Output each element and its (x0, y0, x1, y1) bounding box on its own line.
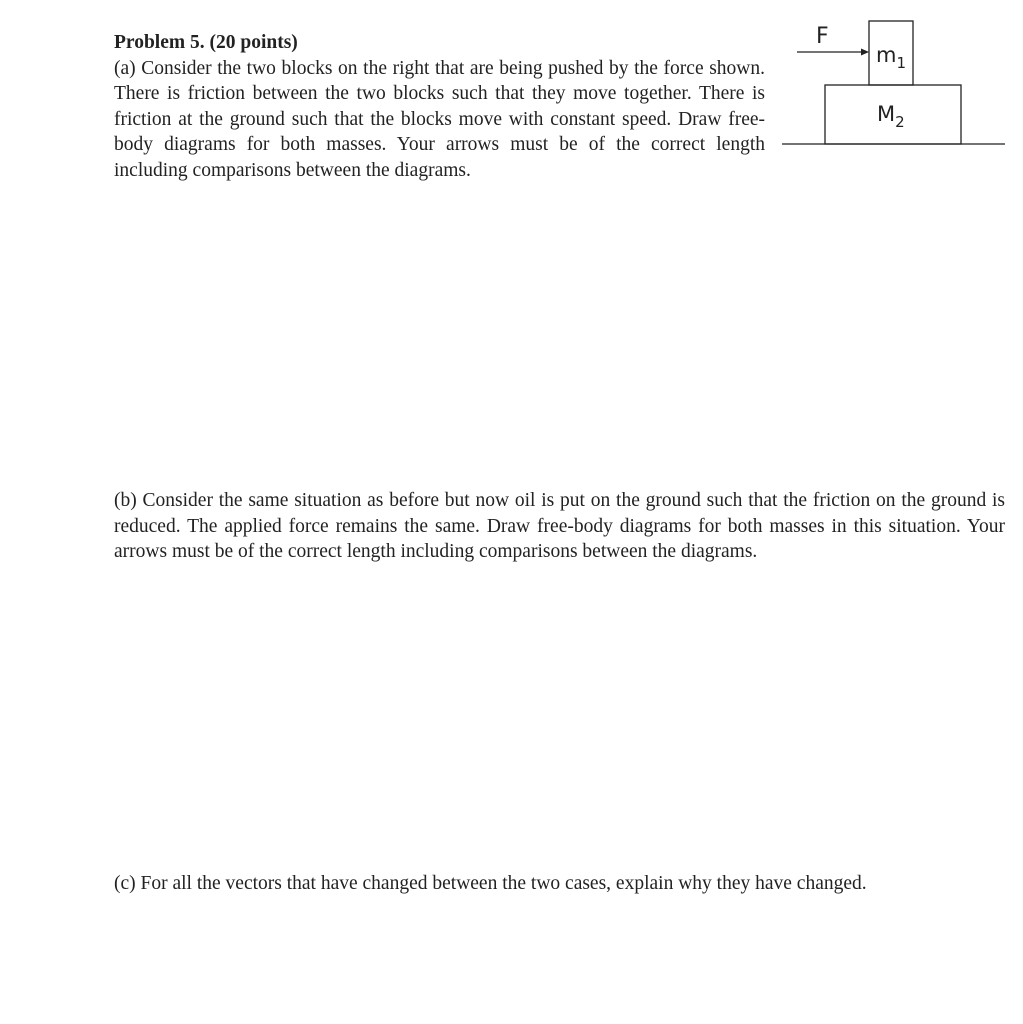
blocks-diagram (780, 14, 1010, 154)
force-label: F (816, 24, 829, 49)
part-c-text: (c) For all the vectors that have changed between the two cases, explain why they have changed. (114, 873, 867, 894)
top-block-label: $m_1$ (876, 43, 907, 72)
part-b-text: (b) Consider the same situation as before but now oil is put on the ground such that the friction on the ground is reduced. The applied force remains the same. Draw free-body diagrams for both masses in this situation. Your arrows must be of the correct length including comparisons between the diagrams. (114, 490, 1005, 563)
part-a-paragraph (114, 30, 765, 184)
force-arrow-head (861, 49, 869, 56)
part-a-text: (a) Consider the two blocks on the right that are being pushed by the force shown. There is friction between the two blocks such that they move together. There is friction at the ground such that the blocks move with constant speed. Draw free-body diagrams for both masses. Your arrows must be of the correct length including comparisons between the diagrams. (114, 57, 765, 181)
problem-title: Problem 5. (20 points) (114, 32, 298, 53)
blocks-diagram-svg (780, 14, 1010, 154)
bottom-block-label: $M_2$ (877, 102, 905, 131)
